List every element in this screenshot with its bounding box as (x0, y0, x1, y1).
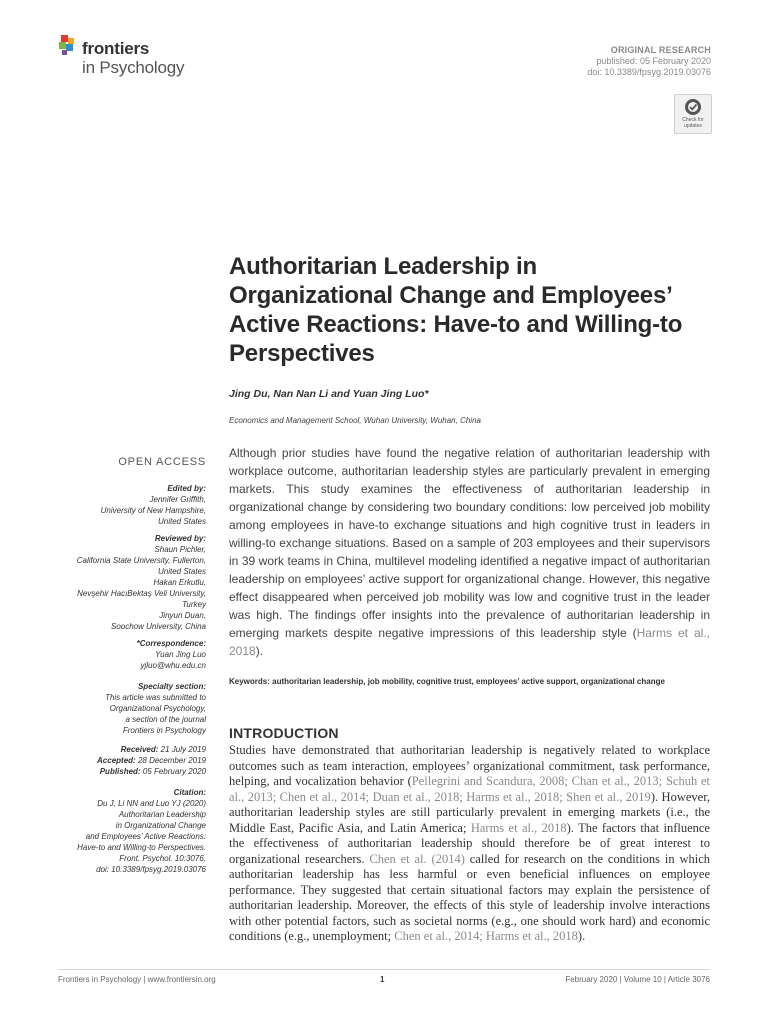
citation-line: in Organizational Change (115, 821, 206, 830)
article-doi[interactable]: doi: 10.3389/fpsyg.2019.03076 (587, 67, 711, 77)
received-date: 21 July 2019 (160, 745, 206, 754)
published-date: published: 05 February 2020 (596, 56, 711, 66)
article-sidebar (58, 483, 206, 881)
received-row (58, 744, 206, 755)
frontiers-logo-icon (58, 33, 80, 59)
citation-link[interactable]: Chen et al., 2014; Harms et al., 2018 (394, 929, 578, 943)
accepted-label: Accepted: (97, 756, 136, 765)
reviewer-line: Turkey (182, 600, 206, 609)
citation-line: Have-to and Willing-to Perspectives. (77, 843, 206, 852)
author-list: Jing Du, Nan Nan Li and Yuan Jing Luo* (229, 388, 429, 400)
specialty-line: This article was submitted to (105, 693, 206, 702)
citation-link[interactable]: Chen et al. (2014) (369, 851, 465, 866)
reviewer-line: Shaun Pichler, (154, 545, 206, 554)
published-row (58, 766, 206, 777)
abstract-text: Although prior studies have found the negative relation of authoritarian leadership with workplace outcome, authoritarian leadership styles are particularly prevalent in emerging markets. This study examines the effectiveness of authoritarian leadership in organizational change by considering two boundary conditions: low perceived job mobility among employees in have-to exchange situations and high cognitive trust in leaders in willing-to exchange situations. Based on a sample of 203 employees and their supervisors in 39 work teams in China, multilevel modeling identified a negative impact of authoritarian leadership on employees’ active support for organizational change. However, this negative effect disappeared when perceived job mobility was low and cognitive trust in the leader was high. The findings offer insights into the prevalence of authoritarian leadership in emerging markets despite negative impressions of this leadership style ( (229, 446, 710, 640)
footer-divider (58, 969, 710, 970)
reviewer-line: Nevşehir HacıBektaş Veli University, (77, 589, 206, 598)
introduction-paragraph (229, 743, 710, 945)
published-label: Published: (99, 767, 141, 776)
intro-text: ). (577, 929, 586, 943)
editor-line: United States (157, 517, 206, 526)
footer-journal: Frontiers in Psychology | www.frontiersin.org (58, 975, 216, 984)
citation-label: Citation: (173, 788, 206, 797)
citation-line: and Employees’ Active Reactions: (85, 832, 206, 841)
correspondence-email[interactable]: yjluo@whu.edu.cn (140, 661, 206, 670)
citation-line: Front. Psychol. 10:3076. (119, 854, 206, 863)
accepted-row (58, 755, 206, 766)
intro-text: ). However, authoritarian leadership styles are still particularly prevalent in emerging markets (i.e., the Middle East, Pacific Asia, and Latin America; (229, 789, 710, 835)
edited-by-block (58, 483, 206, 527)
abstract-citation-link[interactable]: Harms et al., 2018 (229, 626, 710, 658)
page-number: 1 (380, 975, 385, 984)
accepted-date: 28 December 2019 (137, 756, 206, 765)
specialty-line: Frontiers in Psychology (122, 726, 206, 735)
abstract-end: ). (255, 644, 264, 658)
reviewed-by-label: Reviewed by: (154, 534, 206, 543)
correspondence-name: Yuan Jing Luo (155, 650, 206, 659)
correspondence-block (58, 638, 206, 671)
article-type: ORIGINAL RESEARCH (610, 45, 711, 55)
dates-block (58, 744, 206, 777)
reviewed-by-block (58, 533, 206, 632)
citation-link[interactable]: Pellegrini and Scandura, 2008; Chan et al., 2013; Schuh et al., 2013; Chen et al., 2014; Duan et al., 2018; Harms et al., 2018; Shen et al., 2019 (229, 774, 710, 804)
reviewer-line: Jinyun Duan, (159, 611, 206, 620)
journal-logo (58, 33, 208, 81)
editor-line: Jennifer Griffith, (149, 495, 206, 504)
reviewer-line: Soochow University, China (110, 622, 206, 631)
reviewer-line: United States (157, 567, 206, 576)
citation-line: Authoritarian Leadership (118, 810, 206, 819)
footer-issue: February 2020 | Volume 10 | Article 3076 (565, 975, 710, 984)
citation-link[interactable]: Harms et al., 2018 (470, 820, 567, 835)
edited-by-label: Edited by: (167, 484, 206, 493)
correspondence-label: *Correspondence: (136, 639, 206, 648)
check-updates-label: Check for updates (682, 117, 704, 129)
citation-block (58, 787, 206, 875)
author-affiliation: Economics and Management School, Wuhan University, Wuhan, China (229, 416, 481, 425)
check-updates-icon (684, 98, 702, 116)
open-access-label: OPEN ACCESS (118, 456, 206, 468)
keywords: Keywords: authoritarian leadership, job mobility, cognitive trust, employees’ active support, organizational change (229, 677, 665, 686)
citation-doi[interactable]: doi: 10.3389/fpsyg.2019.03076 (96, 865, 206, 874)
specialty-line: Organizational Psychology, (109, 704, 206, 713)
received-label: Received: (120, 745, 159, 754)
citation-line: Du J, Li NN and Luo YJ (2020) (97, 799, 206, 808)
article-meta (587, 45, 711, 78)
editor-line: University of New Hampshire, (100, 506, 206, 515)
reviewer-line: Hakan Erkutlu, (153, 578, 206, 587)
section-heading-introduction: INTRODUCTION (229, 725, 339, 741)
specialty-label: Specialty section: (137, 682, 206, 691)
article-title: Authoritarian Leadership in Organizational Change and Employees’ Active Reactions: Have-to and Willing-to Perspectives (229, 253, 683, 367)
specialty-line: a section of the journal (125, 715, 206, 724)
intro-text: called for research on the conditions in which authoritarian leadership has less harmful or even beneficial influences on employee performance. They suggested that certain situational factors may explain the persistence of authoritarian leadership. Moreover, the effects of this style of leadership involve interactions with other potential factors, such as societal norms (e.g., one should work hard) and economic conditions (e.g., unemployment; (229, 851, 711, 943)
logo-text-journal: in Psychology (82, 58, 185, 77)
logo-text-frontiers: frontiers (82, 39, 150, 58)
published-date-sidebar: 05 February 2020 (142, 767, 206, 776)
intro-text: ). The factors that influence the effectiveness of authoritarian leadership should therefore be of great interest to organizational researchers. (229, 820, 710, 866)
intro-text: Studies have demonstrated that authoritarian leadership is negatively related to workplace outcomes such as team interaction, employees’ organizational commitment, task performance, helping, and vocalization behavior ( (229, 743, 710, 788)
abstract (229, 444, 710, 660)
specialty-block (58, 681, 206, 736)
reviewer-line: California State University, Fullerton, (76, 556, 206, 565)
check-for-updates-badge[interactable] (674, 94, 712, 134)
